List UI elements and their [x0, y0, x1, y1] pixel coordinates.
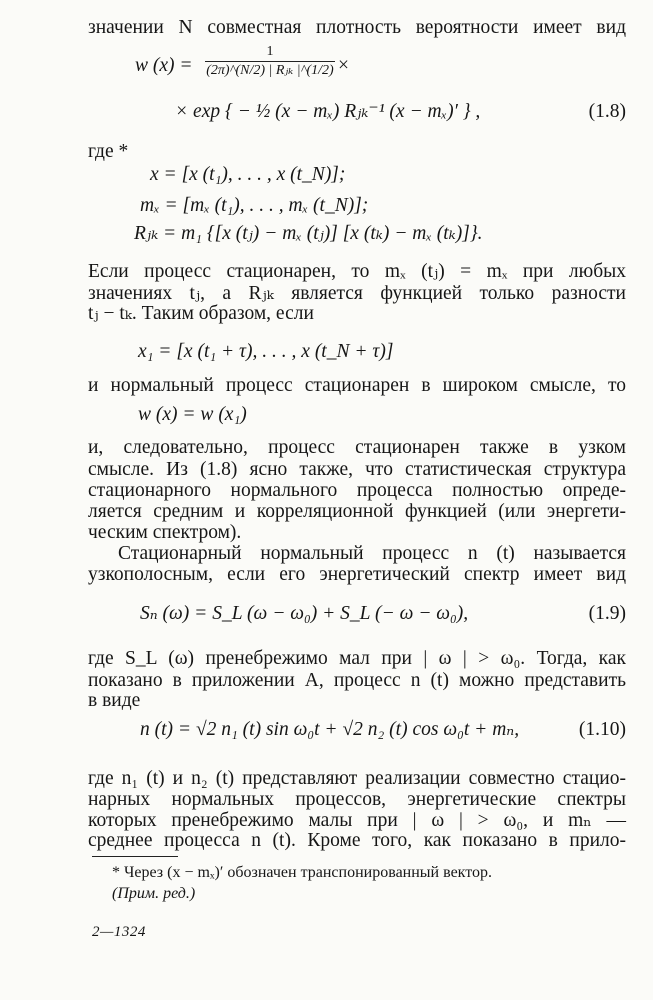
eq-1-10-number: (1.10)	[578, 719, 626, 740]
eq-1-8-fraction	[205, 44, 335, 80]
eq-rjk: Rⱼₖ = m₁ {[x (tⱼ) − mₓ (tⱼ)] [x (tₖ) − mₓ (tₖ)]}.	[134, 223, 483, 244]
text-line: ляется средним и корреляционной функцией (или энергети-	[88, 501, 626, 522]
text-line: смысле. Из (1.8) ясно также, что статистическая структура	[88, 459, 626, 480]
eq-1-10: n (t) = √2 n₁ (t) sin ω₀t + √2 n₂ (t) cos ω₀t + mₙ,	[140, 719, 520, 740]
text-line: которых пренебрежимо малы при | ω | > ω₀, и mₙ —	[88, 810, 626, 831]
eq-1-9: Sₙ (ω) = S_L (ω − ω₀) + S_L (− ω − ω₀),	[140, 603, 469, 624]
eq-1-9-number: (1.9)	[588, 603, 626, 624]
footnote-note: (Прим. ред.)	[112, 885, 196, 902]
text-line: показано в приложении А, процесс n (t) можно представить	[88, 670, 626, 691]
footnote-line: * Через (x − mₓ)′ обозначен транспонированный вектор.	[112, 864, 493, 881]
text-line: где n₁ (t) и n₂ (t) представляют реализации совместно стацио-	[88, 768, 626, 789]
text-line: значениях tⱼ, а Rⱼₖ является функцией только разности	[88, 283, 626, 304]
text-line: где S_L (ω) пренебрежимо мал при | ω | > ω₀. Тогда, как	[88, 648, 626, 669]
eq-w-equality: w (x) = w (x₁)	[138, 404, 247, 425]
text-line: узкополосным, если его энергетический спектр имеет вид	[88, 564, 626, 585]
eq-1-8-numerator: 1	[205, 44, 335, 62]
text-line: и нормальный процесс стационарен в широком смысле, то	[88, 375, 626, 396]
text-line: Стационарный нормальный процесс n (t) называется	[118, 543, 626, 564]
eq-mx-vector: mₓ = [mₓ (t₁), . . . , mₓ (t_N)];	[140, 195, 369, 216]
text-line: ческим спектром).	[88, 522, 242, 543]
eq-1-8-times: ×	[338, 55, 349, 76]
text-line: стационарного нормального процесса полностью опреде-	[88, 480, 626, 501]
text-line: среднее процесса n (t). Кроме того, как показано в прило-	[88, 830, 626, 851]
text-line: где *	[88, 141, 129, 162]
eq-x1-vector: x₁ = [x (t₁ + τ), . . . , x (t_N + τ)]	[138, 341, 394, 362]
eq-1-8-lhs: w (x) =	[135, 55, 193, 76]
text-line: и, следовательно, процесс стационарен также в узком	[88, 437, 626, 458]
eq-1-8-exp: × exp { − ½ (x − mₓ) Rⱼₖ⁻¹ (x − mₓ)′ } ,	[175, 101, 481, 122]
eq-1-8-denominator: (2π)^(N/2) | Rⱼₖ |^(1/2)	[206, 63, 334, 78]
eq-1-8-number: (1.8)	[588, 101, 626, 122]
printer-signature: 2—1324	[92, 924, 146, 940]
text-line: нарных нормальных процессов, энергетические спектры	[88, 789, 626, 810]
text-line: tⱼ − tₖ. Таким образом, если	[88, 303, 314, 324]
text-line: значении N совместная плотность вероятности имеет вид	[88, 17, 626, 38]
eq-x-vector: x = [x (t₁), . . . , x (t_N)];	[150, 164, 346, 185]
footnote-rule	[92, 856, 178, 857]
text-line: Если процесс стационарен, то mₓ (tⱼ) = mₓ при любых	[88, 261, 626, 282]
text-line: в виде	[88, 690, 141, 711]
